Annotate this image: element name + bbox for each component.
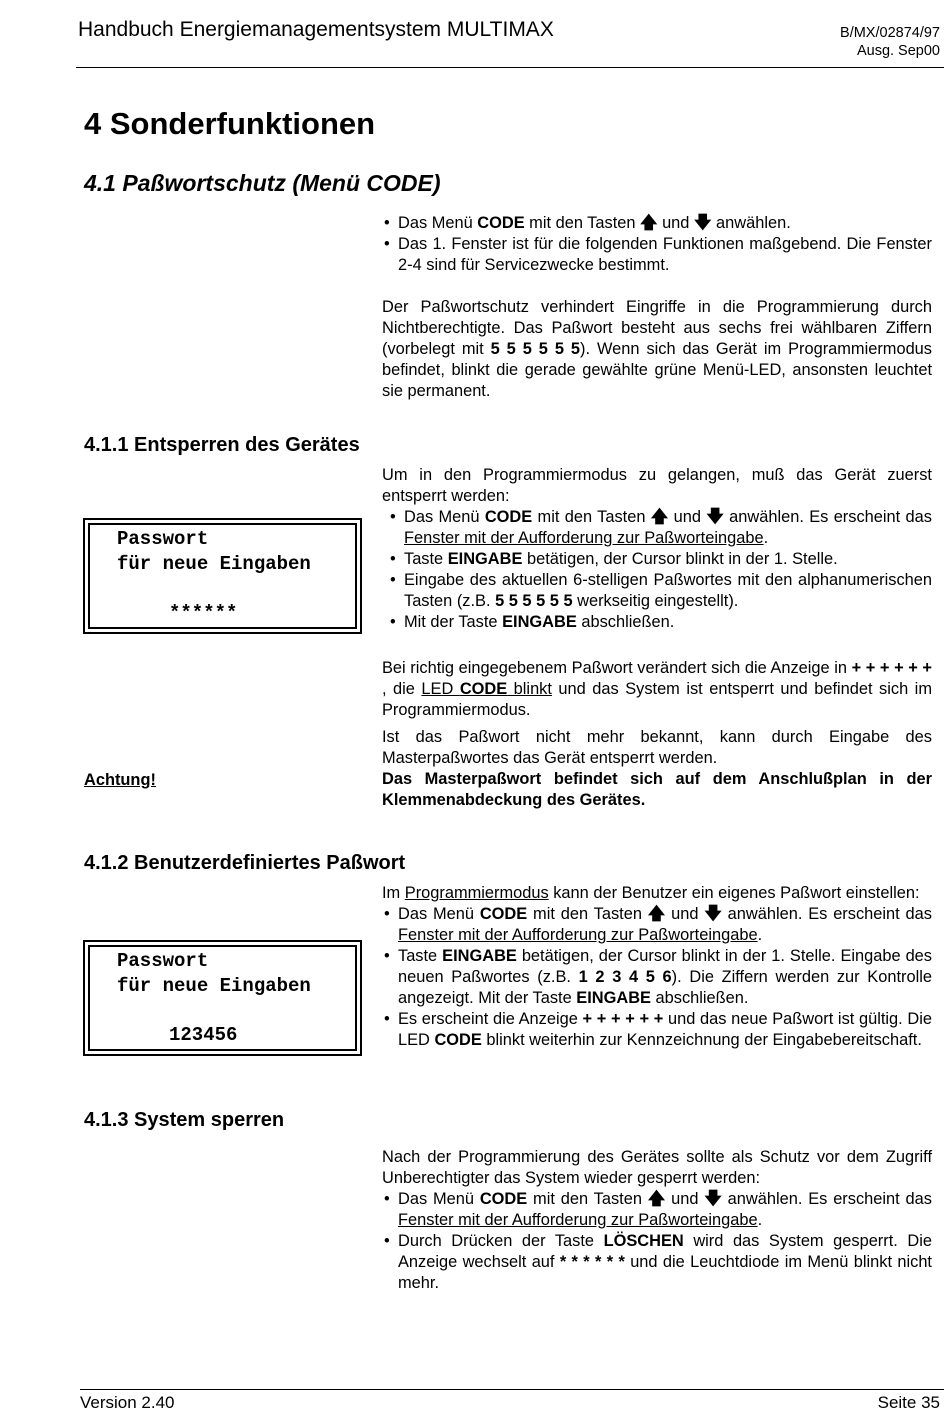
arrow-up-icon: 🡅 (647, 1189, 666, 1208)
arrow-down-icon: 🡇 (704, 904, 722, 923)
section-4-1-3-title: 4.1.3 System sperren (84, 1109, 285, 1131)
list-item: • Durch Drücken der Taste LÖSCHEN wird das System gesperrt. Die Anzeige wechselt auf * * * * * * und die Leuchtdiode im Menü blinkt nicht mehr. (382, 1231, 932, 1294)
document-edition: Ausg. Sep00 (856, 43, 940, 59)
lcd-line-3: ****** (169, 602, 238, 624)
arrow-up-icon: 🡅 (650, 507, 669, 526)
section-4-1-1-title: 4.1.1 Entsperren des Gerätes (84, 434, 360, 456)
lcd-line-2: für neue Eingaben (117, 975, 311, 997)
warning-text: Das Masterpaßwort befindet sich auf dem Anschlußplan in der Klemmenabdeckung des Gerätes. (382, 770, 932, 809)
list-item: • Eingabe des aktuellen 6-stelligen Paßwortes mit den alphanumerischen Tasten (z.B. 5 5 5 5 5 5 werkseitig eingestellt). (388, 570, 932, 612)
section-4-1-bullets (382, 213, 932, 276)
list-item: • Das Menü CODE mit den Tasten 🡅 und 🡇 anwählen. Es erscheint das Fenster mit der Aufforderung zur Paßworteingabe. (382, 904, 932, 946)
link-password-window: Fenster mit der Aufforderung zur Paßworteingabe (398, 926, 758, 944)
section-4-1-title: 4.1 Paßwortschutz (Menü CODE) (84, 170, 441, 196)
lcd-line-3: 123456 (169, 1024, 238, 1046)
list-item: • Das Menü CODE mit den Tasten 🡅 und 🡇 anwählen. Es erscheint das Fenster mit der Aufforderung zur Paßworteingabe. (382, 1189, 932, 1231)
lcd-line-1: Passwort (117, 950, 209, 972)
lcd-display-new-password (83, 940, 362, 1056)
arrow-up-icon: 🡅 (640, 213, 658, 232)
section-4-1-paragraph: Der Paßwortschutz verhindert Eingriffe in die Programmierung durch Nichtberechtigte. Das Paßwort besteht aus sechs frei wählbaren Ziffern (vorbelegt mit 5 5 5 5 5 5). Wenn sich das Gerät im Programmiermodus befindet, blinkt die gerade gewählte grüne Menü-LED, ansonsten leuchtet sie permanent. (382, 298, 932, 400)
document-header-meta (840, 24, 940, 60)
footer-page-number: Seite 35 (877, 1393, 940, 1412)
led-code-blinkt: LED CODE blinkt (421, 680, 552, 698)
lcd-line-1: Passwort (117, 528, 209, 550)
list-item: • Mit der Taste EINGABE abschließen. (388, 612, 932, 633)
link-password-window: Fenster mit der Aufforderung zur Paßworteingabe (404, 529, 764, 547)
footer-rule (80, 1389, 944, 1390)
document-header-title: Handbuch Energiemanagementsystem MULTIMAX (78, 18, 554, 41)
list-item: • Es erscheint die Anzeige + + + + + + und das neue Paßwort ist gültig. Die LED CODE blinkt weiterhin zur Kennzeichnung der Eingabebereitschaft. (382, 1009, 932, 1051)
arrow-up-icon: 🡅 (647, 904, 666, 923)
section-4-1-2-title: 4.1.2 Benutzerdefiniertes Paßwort (84, 852, 406, 874)
warning-label: Achtung! (84, 771, 156, 789)
list-item: • Das Menü CODE mit den Tasten 🡅 und 🡇 anwählen. Es erscheint das Fenster mit der Aufforderung zur Paßworteingabe. (388, 507, 932, 549)
list-item: • Taste EINGABE betätigen, der Cursor blinkt in der 1. Stelle. (388, 549, 932, 570)
document-id: B/MX/02874/97 (840, 25, 940, 41)
lcd-display-locked (83, 518, 362, 634)
section-4-1-1-result: Bei richtig eingegebenem Paßwort verändert sich die Anzeige in + + + + + + , die LED CODE blinkt und das System ist entsperrt und befindet sich im Programmiermodus. Ist das Paßwort nicht mehr bekannt, kann durch Eingabe des Masterpaßwortes das Gerät entsperrt werden. Das Masterpaßwort befindet sich auf dem Anschlußplan in der Klemmenabdeckung des Gerätes. (382, 659, 932, 809)
section-4-1-2-body: Im Programmiermodus kann der Benutzer ein eigenes Paßwort einstellen: • Das Menü CODE mit den Tasten 🡅 und 🡇 anwählen. Es erscheint das Fenster mit der Aufforderung zur Paßworteingabe. • Taste EINGABE betätigen, der Cursor blinkt in der 1. Stelle. Eingabe des neuen Paßwortes (z.B. 1 2 3 4 5 6). Die Ziffern werden zur Kontrolle angezeigt. Mit der Taste EINGABE abschließen. • Es erscheint die Anzeige + + + + + + und das neue Paßwort ist gültig. Die LED CODE blinkt weiterhin zur Kennzeichnung der Eingabebereitschaft. (382, 883, 932, 1051)
list-item: • Das 1. Fenster ist für die folgenden Funktionen maßgebend. Die Fenster 2-4 sind für Servicezwecke bestimmt. (382, 234, 932, 276)
footer-version: Version 2.40 (80, 1393, 175, 1412)
list-item: • Das Menü CODE mit den Tasten 🡅 und 🡇 anwählen. (382, 213, 932, 234)
chapter-title: 4 Sonderfunktionen (84, 106, 376, 141)
arrow-down-icon: 🡇 (704, 1189, 722, 1208)
list-item: • Taste EINGABE betätigen, der Cursor blinkt in der 1. Stelle. Eingabe des neuen Paßwortes (z.B. 1 2 3 4 5 6). Die Ziffern werden zur Kontrolle angezeigt. Mit der Taste EINGABE abschließen. (382, 946, 932, 1009)
header-rule (76, 67, 944, 68)
arrow-down-icon: 🡇 (706, 507, 724, 526)
section-4-1-3-body: Nach der Programmierung des Gerätes sollte als Schutz vor dem Zugriff Unberechtigter das System wieder gesperrt werden: • Das Menü CODE mit den Tasten 🡅 und 🡇 anwählen. Es erscheint das Fenster mit der Aufforderung zur Paßworteingabe. • Durch Drücken der Taste LÖSCHEN wird das System gesperrt. Die Anzeige wechselt auf * * * * * * und die Leuchtdiode im Menü blinkt nicht mehr. (382, 1147, 932, 1294)
link-programmiermodus: Programmiermodus (404, 884, 549, 902)
link-password-window: Fenster mit der Aufforderung zur Paßworteingabe (398, 1211, 758, 1229)
lcd-line-2: für neue Eingaben (117, 553, 311, 575)
arrow-down-icon: 🡇 (693, 213, 712, 232)
section-4-1-1-body: Um in den Programmiermodus zu gelangen, muß das Gerät zuerst entsperrt werden: • Das Menü CODE mit den Tasten 🡅 und 🡇 anwählen. Es erscheint das Fenster mit der Aufforderung zur Paßworteingabe. • Taste EINGABE betätigen, der Cursor blinkt in der 1. Stelle. • Eingabe des aktuellen 6-stelligen Paßwortes mit den alphanumerischen Tasten (z.B. 5 5 5 5 5 5 werkseitig eingestellt). • Mit der Taste EINGABE abschließen. (382, 465, 932, 633)
